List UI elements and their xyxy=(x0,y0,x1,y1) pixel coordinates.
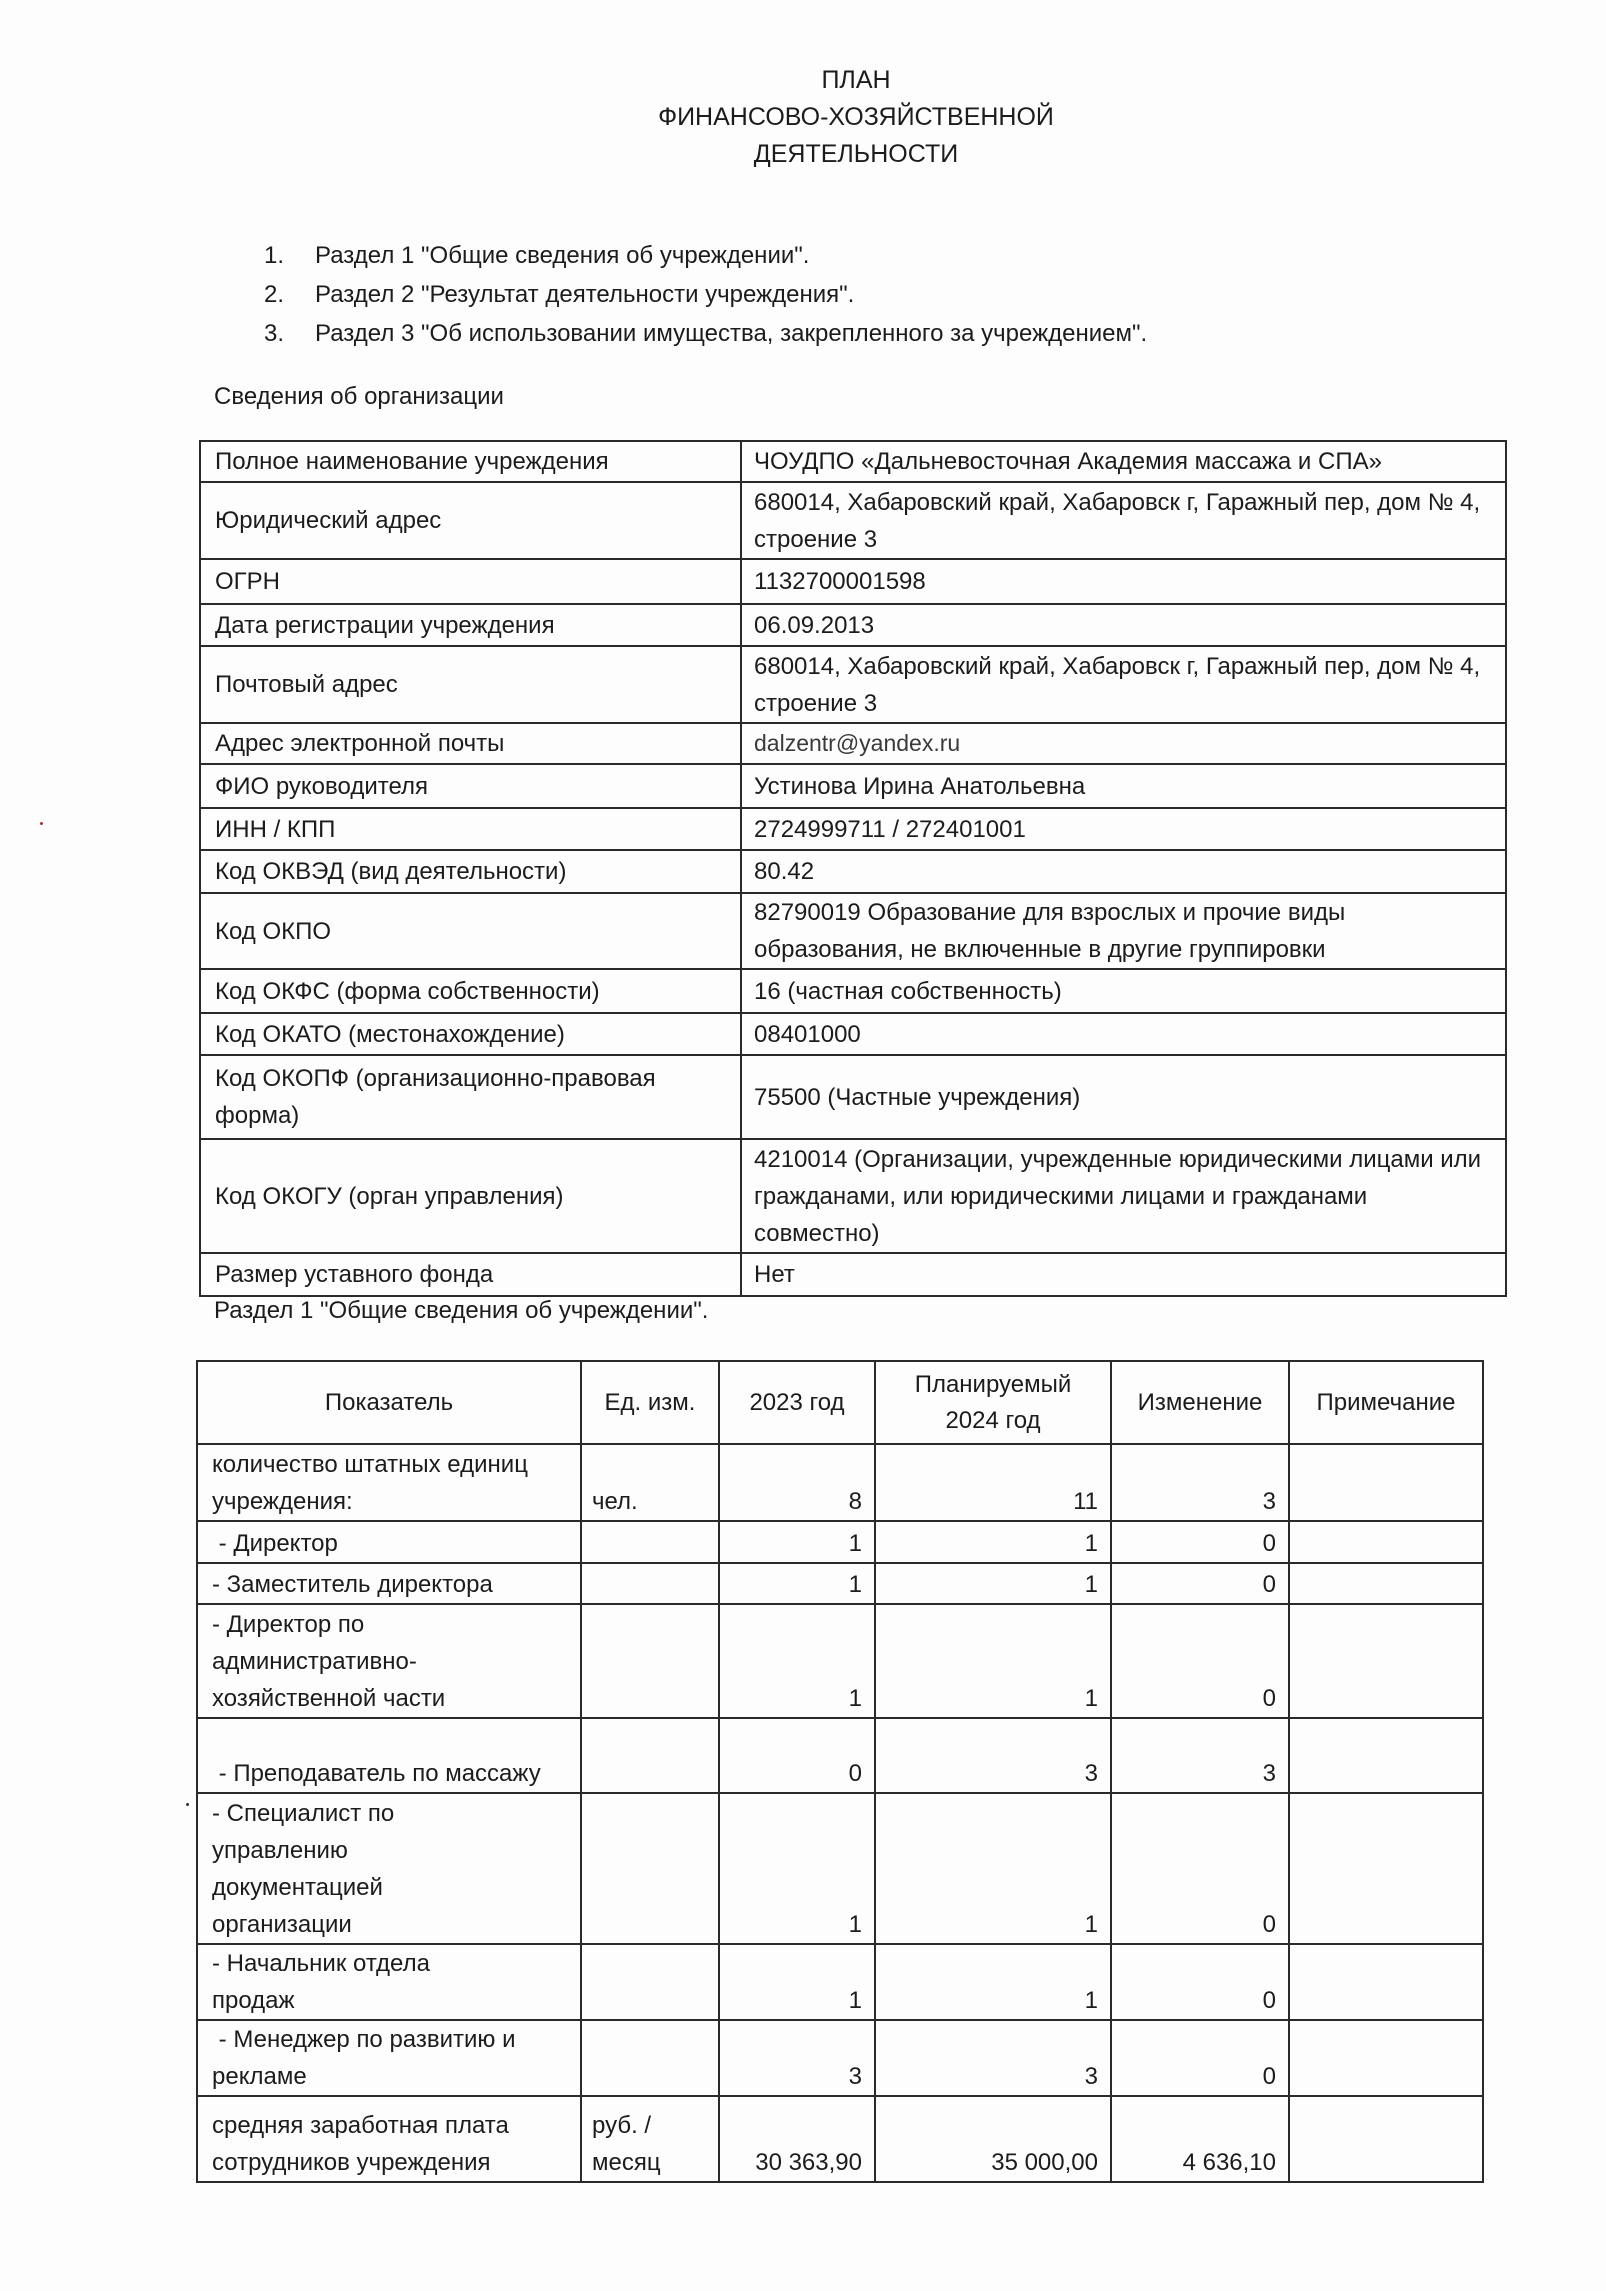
value-2024-cell: 1 xyxy=(875,1563,1111,1604)
org-value: ЧОУДПО «Дальневосточная Академия массажа и СПА» xyxy=(741,441,1506,482)
scan-speck xyxy=(186,1803,189,1806)
org-label: Код ОКФС (форма собственности) xyxy=(200,969,741,1013)
unit-cell xyxy=(581,1521,719,1563)
value-2023-cell: 1 xyxy=(719,1563,875,1604)
indicator-cell: средняя заработная плата сотрудников учреждения xyxy=(197,2096,581,2182)
org-row-charter-capital xyxy=(200,1253,1506,1296)
org-label: ФИО руководителя xyxy=(200,764,741,808)
org-row-okved xyxy=(200,850,1506,893)
toc-item xyxy=(264,236,1147,275)
col-header-planned-2024: Планируемый 2024 год xyxy=(875,1361,1111,1444)
note-cell xyxy=(1289,1793,1483,1944)
toc-item-text: Раздел 2 "Результат деятельности учреждения". xyxy=(315,281,855,308)
org-label: Код ОКВЭД (вид деятельности) xyxy=(200,850,741,893)
org-label: Код ОКОГУ (орган управления) xyxy=(200,1139,741,1253)
note-cell xyxy=(1289,1563,1483,1604)
toc-item-text: Раздел 3 "Об использовании имущества, закрепленного за учреждением". xyxy=(315,320,1148,347)
change-cell: 3 xyxy=(1111,1718,1289,1793)
org-value: Устинова Ирина Анатольевна xyxy=(741,764,1506,808)
col-header-2023: 2023 год xyxy=(719,1361,875,1444)
org-value: 4210014 (Организации, учрежденные юридическими лицами или гражданами, или юридическими лицами и гражданами совместно) xyxy=(741,1139,1506,1253)
value-2023-cell: 1 xyxy=(719,1944,875,2020)
org-row-legal-address xyxy=(200,482,1506,559)
change-cell: 0 xyxy=(1111,1604,1289,1718)
unit-cell: чел. xyxy=(581,1444,719,1521)
org-row-okopf xyxy=(200,1055,1506,1139)
document-title xyxy=(0,62,1606,173)
value-2024-cell: 35 000,00 xyxy=(875,2096,1111,2182)
org-row-director xyxy=(200,764,1506,808)
note-cell xyxy=(1289,1444,1483,1521)
org-info-caption: Сведения об организации xyxy=(214,383,504,410)
change-cell: 0 xyxy=(1111,1563,1289,1604)
unit-cell xyxy=(581,1604,719,1718)
org-value: 680014, Хабаровский край, Хабаровск г, Гаражный пер, дом № 4, строение 3 xyxy=(741,482,1506,559)
org-label: Код ОКАТО (местонахождение) xyxy=(200,1013,741,1055)
unit-cell xyxy=(581,1563,719,1604)
value-2024-cell: 1 xyxy=(875,1944,1111,2020)
toc-item-number: 1. xyxy=(264,242,285,269)
table-row xyxy=(197,2096,1483,2182)
unit-cell xyxy=(581,2020,719,2096)
org-label: Юридический адрес xyxy=(200,482,741,559)
indicator-cell: - Начальник отдела продаж xyxy=(197,1944,581,2020)
org-row-okato xyxy=(200,1013,1506,1055)
indicator-cell: - Директор xyxy=(197,1521,581,1563)
table-row xyxy=(197,1604,1483,1718)
org-label: Размер уставного фонда xyxy=(200,1253,741,1296)
note-cell xyxy=(1289,2020,1483,2096)
org-row-inn-kpp xyxy=(200,808,1506,850)
value-2023-cell: 3 xyxy=(719,2020,875,2096)
change-cell: 0 xyxy=(1111,1944,1289,2020)
indicator-cell: количество штатных единиц учреждения: xyxy=(197,1444,581,1521)
indicator-cell: - Директор по административно-хозяйственной части xyxy=(197,1604,581,1718)
value-2023-cell: 1 xyxy=(719,1604,875,1718)
org-value: 16 (частная собственность) xyxy=(741,969,1506,1013)
table-row xyxy=(197,1944,1483,2020)
org-email-link[interactable]: dalzentr@yandex.ru xyxy=(741,723,1506,764)
value-2023-cell: 0 xyxy=(719,1718,875,1793)
org-value: Нет xyxy=(741,1253,1506,1296)
table-of-contents xyxy=(264,236,1147,353)
toc-item xyxy=(264,314,1147,353)
toc-item-number: 2. xyxy=(264,281,285,308)
change-cell: 0 xyxy=(1111,1793,1289,1944)
table-header-row xyxy=(197,1361,1483,1444)
indicator-cell: - Преподаватель по массажу xyxy=(197,1718,581,1793)
toc-item-text: Раздел 1 "Общие сведения об учреждении". xyxy=(315,242,810,269)
indicator-cell: - Специалист по управлению документацией организации xyxy=(197,1793,581,1944)
toc-item xyxy=(264,275,1147,314)
org-label: ИНН / КПП xyxy=(200,808,741,850)
org-label: Код ОКПО xyxy=(200,893,741,969)
org-row-registration-date xyxy=(200,604,1506,646)
org-label: Почтовый адрес xyxy=(200,646,741,723)
org-row-okpo xyxy=(200,893,1506,969)
table-row xyxy=(197,1718,1483,1793)
section1-caption: Раздел 1 "Общие сведения об учреждении". xyxy=(214,1297,709,1324)
table-row xyxy=(197,1521,1483,1563)
org-row-postal-address xyxy=(200,646,1506,723)
value-2023-cell: 30 363,90 xyxy=(719,2096,875,2182)
col-header-indicator: Показатель xyxy=(197,1361,581,1444)
org-label: Код ОКОПФ (организационно-правовая форма) xyxy=(200,1055,741,1139)
unit-cell xyxy=(581,1793,719,1944)
org-value: 82790019 Образование для взрослых и прочие виды образования, не включенные в другие группировки xyxy=(741,893,1506,969)
scan-speck xyxy=(40,822,43,825)
org-row-okfs xyxy=(200,969,1506,1013)
title-line-2: ФИНАНСОВО-ХОЗЯЙСТВЕННОЙ xyxy=(658,103,1054,131)
change-cell: 3 xyxy=(1111,1444,1289,1521)
table-row xyxy=(197,1444,1483,1521)
org-row-full-name xyxy=(200,441,1506,482)
org-value: 80.42 xyxy=(741,850,1506,893)
org-row-okogu xyxy=(200,1139,1506,1253)
org-value: 1132700001598 xyxy=(741,559,1506,604)
indicator-cell: - Менеджер по развитию и рекламе xyxy=(197,2020,581,2096)
org-info-table xyxy=(199,440,1507,1297)
unit-cell: руб. / месяц xyxy=(581,2096,719,2182)
staffing-plan-table xyxy=(196,1360,1484,2183)
table-row xyxy=(197,1793,1483,1944)
org-value: 08401000 xyxy=(741,1013,1506,1055)
note-cell xyxy=(1289,2096,1483,2182)
col-header-note: Примечание xyxy=(1289,1361,1483,1444)
unit-cell xyxy=(581,1718,719,1793)
value-2023-cell: 8 xyxy=(719,1444,875,1521)
value-2023-cell: 1 xyxy=(719,1521,875,1563)
value-2024-cell: 3 xyxy=(875,1718,1111,1793)
org-row-email xyxy=(200,723,1506,764)
value-2024-cell: 1 xyxy=(875,1521,1111,1563)
indicator-cell: - Заместитель директора xyxy=(197,1563,581,1604)
col-header-unit: Ед. изм. xyxy=(581,1361,719,1444)
note-cell xyxy=(1289,1604,1483,1718)
org-label: Полное наименование учреждения xyxy=(200,441,741,482)
note-cell xyxy=(1289,1521,1483,1563)
value-2024-cell: 3 xyxy=(875,2020,1111,2096)
org-value: 680014, Хабаровский край, Хабаровск г, Гаражный пер, дом № 4, строение 3 xyxy=(741,646,1506,723)
org-value: 2724999711 / 272401001 xyxy=(741,808,1506,850)
value-2024-cell: 1 xyxy=(875,1793,1111,1944)
value-2024-cell: 1 xyxy=(875,1604,1111,1718)
table-row xyxy=(197,2020,1483,2096)
col-header-change: Изменение xyxy=(1111,1361,1289,1444)
title-line-1: ПЛАН xyxy=(821,66,891,94)
unit-cell xyxy=(581,1944,719,2020)
org-label: ОГРН xyxy=(200,559,741,604)
change-cell: 0 xyxy=(1111,1521,1289,1563)
note-cell xyxy=(1289,1944,1483,2020)
toc-item-number: 3. xyxy=(264,320,285,347)
note-cell xyxy=(1289,1718,1483,1793)
value-2023-cell: 1 xyxy=(719,1793,875,1944)
change-cell: 4 636,10 xyxy=(1111,2096,1289,2182)
org-value: 06.09.2013 xyxy=(741,604,1506,646)
title-line-3: ДЕЯТЕЛЬНОСТИ xyxy=(753,140,959,168)
org-label: Дата регистрации учреждения xyxy=(200,604,741,646)
org-row-ogrn xyxy=(200,559,1506,604)
table-row xyxy=(197,1563,1483,1604)
change-cell: 0 xyxy=(1111,2020,1289,2096)
org-label: Адрес электронной почты xyxy=(200,723,741,764)
value-2024-cell: 11 xyxy=(875,1444,1111,1521)
org-value: 75500 (Частные учреждения) xyxy=(741,1055,1506,1139)
